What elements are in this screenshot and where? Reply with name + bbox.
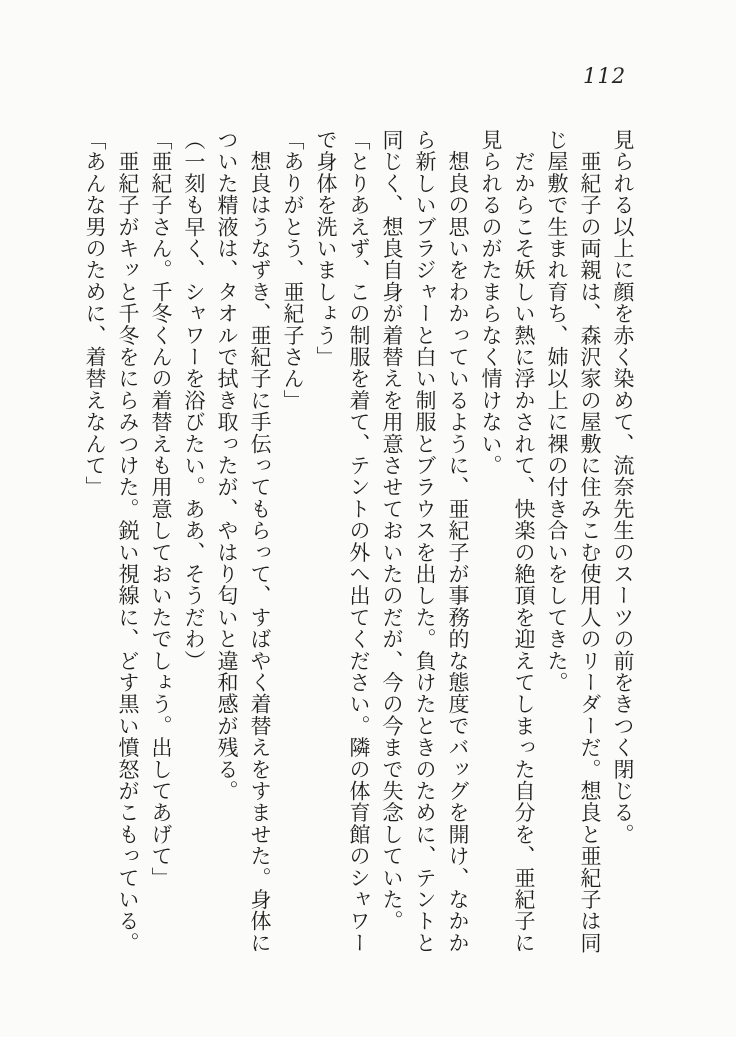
paragraph: だからこそ妖しい熱に浮かされて、快楽の絶頂を迎えてしまった自分を、亜紀子に見られるのがたまらなく情けない。 bbox=[479, 129, 536, 954]
page-text bbox=[78, 129, 639, 959]
paragraph: 亜紀子がキッと千冬をにらみつけた。鋭い視線に、どす黒い憤怒がこもっている。 bbox=[116, 129, 140, 954]
paragraph: 想良はうなずき、亜紀子に手伝ってもらって、すばやく着替えをすませた。身体についた精液は、タオルで拭き取ったが、やはり匂いと違和感が残る。 bbox=[215, 129, 272, 954]
page-number: 112 bbox=[583, 64, 627, 88]
paragraph: （一刻も早く、シャワーを浴びたい。ああ、そうだわ） bbox=[182, 129, 206, 672]
paragraph: 「ありがとう、亜紀子さん」 bbox=[281, 129, 305, 412]
paragraph: 「あんな男のために、着替えなんて」 bbox=[83, 129, 107, 498]
paragraph: 見られる以上に顔を赤く染めて、流奈先生のスーツの前をきつく閉じる。 bbox=[611, 129, 635, 846]
paragraph: 亜紀子の両親は、森沢家の屋敷に住みこむ使用人のリーダーだ。想良と亜紀子は同じ屋敷で生まれ育ち、姉以上に裸の付き合いをしてきた。 bbox=[545, 129, 602, 954]
paragraph: 想良の思いをわかっているように、亜紀子が事務的な態度でバッグを開け、なかから新しいブラジャーと白い制服とブラウスを出した。負けたときのために、テントと同じく、想良自身が着替えを用意させておいたのだが、今の今まで失念していた。 bbox=[380, 129, 470, 954]
paragraph: 「とりあえず、この制服を着て、テントの外へ出てください。隣の体育館のシャワーで身体を洗いましょう」 bbox=[314, 129, 371, 954]
paragraph: 「亜紀子さん。千冬くんの着替えも用意しておいたでしょう。出してあげて」 bbox=[149, 129, 173, 889]
